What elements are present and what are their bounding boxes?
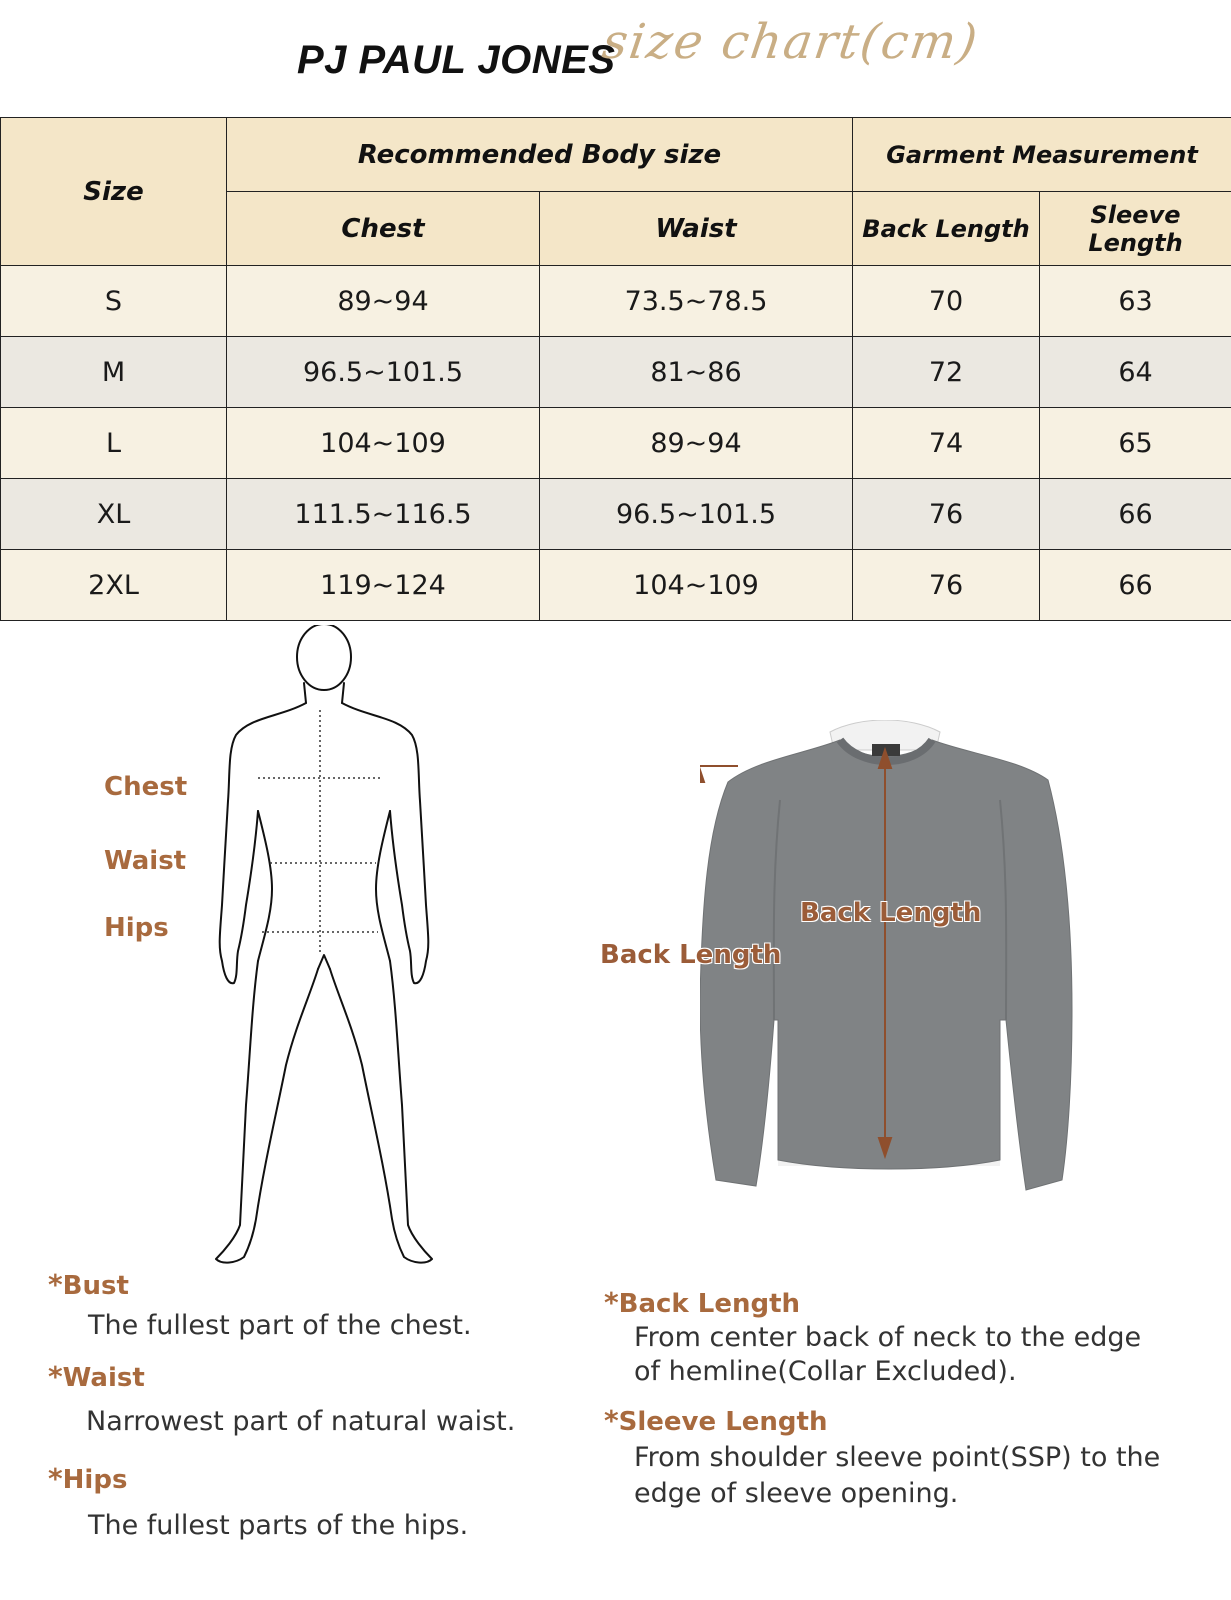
note-title-bust (48, 1268, 129, 1301)
sleeve-length-cell: 64 (1040, 337, 1231, 408)
sleeve-length-cell: 65 (1040, 408, 1231, 479)
chest-cell: 89~94 (227, 266, 540, 337)
sweater-side-label: Back Length (600, 940, 782, 970)
table-row (1, 408, 1231, 479)
back-length-cell: 76 (853, 550, 1040, 621)
note-title-text: Waist (62, 1363, 145, 1393)
size-cell: XL (1, 479, 227, 550)
back-length-cell: 70 (853, 266, 1040, 337)
chest-cell: 104~109 (227, 408, 540, 479)
script-title: size chart(cm) (599, 14, 983, 70)
asterisk-icon: * (604, 1286, 619, 1319)
note-text-hips: The fullest parts of the hips. (88, 1510, 469, 1541)
waist-cell: 73.5~78.5 (540, 266, 853, 337)
size-cell: 2XL (1, 550, 227, 621)
note-title-waist (48, 1360, 145, 1393)
back-length-cell: 72 (853, 337, 1040, 408)
note-title-text: Back Length (618, 1289, 801, 1319)
note-text-back-length-2: of hemline(Collar Excluded). (634, 1356, 1017, 1387)
size-header: Size (1, 118, 227, 266)
waist-figure-label: Waist (104, 846, 187, 876)
sleeve-length-column-header: Sleeve Length (1040, 192, 1231, 266)
waist-cell: 81~86 (540, 337, 853, 408)
asterisk-icon: * (604, 1404, 619, 1437)
chest-column-header: Chest (227, 192, 540, 266)
chest-cell: 119~124 (227, 550, 540, 621)
table-row (1, 550, 1231, 621)
waist-cell: 96.5~101.5 (540, 479, 853, 550)
hips-figure-label: Hips (104, 913, 169, 943)
note-title-sleeve-length (604, 1404, 827, 1437)
waist-column-header: Waist (540, 192, 853, 266)
note-title-text: Hips (62, 1465, 128, 1495)
back-length-column-header: Back Length (853, 192, 1040, 266)
sleeve-length-cell: 63 (1040, 266, 1231, 337)
note-title-text: Bust (62, 1271, 129, 1301)
waist-cell: 89~94 (540, 408, 853, 479)
table-row (1, 479, 1231, 550)
size-cell: L (1, 408, 227, 479)
page-header (0, 0, 1231, 115)
size-cell: M (1, 337, 227, 408)
note-text-sleeve-length-1: From shoulder sleeve point(SSP) to the (634, 1442, 1161, 1473)
body-outline-figure (200, 625, 440, 1285)
asterisk-icon: * (48, 1462, 63, 1495)
asterisk-icon: * (48, 1360, 63, 1393)
note-text-back-length-1: From center back of neck to the edge (634, 1322, 1142, 1353)
note-text-bust: The fullest part of the chest. (88, 1310, 472, 1341)
note-title-back-length (604, 1286, 800, 1319)
size-cell: S (1, 266, 227, 337)
note-title-text: Sleeve Length (618, 1407, 828, 1437)
note-text-sleeve-length-2: edge of sleeve opening. (634, 1478, 959, 1509)
note-text-waist: Narrowest part of natural waist. (86, 1406, 516, 1437)
chest-cell: 111.5~116.5 (227, 479, 540, 550)
sleeve-length-cell: 66 (1040, 550, 1231, 621)
sleeve-length-cell: 66 (1040, 479, 1231, 550)
table-row (1, 337, 1231, 408)
table-row (1, 266, 1231, 337)
note-title-hips (48, 1462, 127, 1495)
back-length-cell: 76 (853, 479, 1040, 550)
brand-name: PJ PAUL JONES (297, 38, 616, 82)
chest-figure-label: Chest (104, 772, 188, 802)
size-table (0, 117, 1231, 621)
asterisk-icon: * (48, 1268, 63, 1301)
back-length-cell: 74 (853, 408, 1040, 479)
garment-group-header: Garment Measurement (853, 118, 1231, 192)
waist-cell: 104~109 (540, 550, 853, 621)
sweater-center-label: Back Length (800, 898, 982, 928)
chest-cell: 96.5~101.5 (227, 337, 540, 408)
body-size-group-header: Recommended Body size (227, 118, 853, 192)
